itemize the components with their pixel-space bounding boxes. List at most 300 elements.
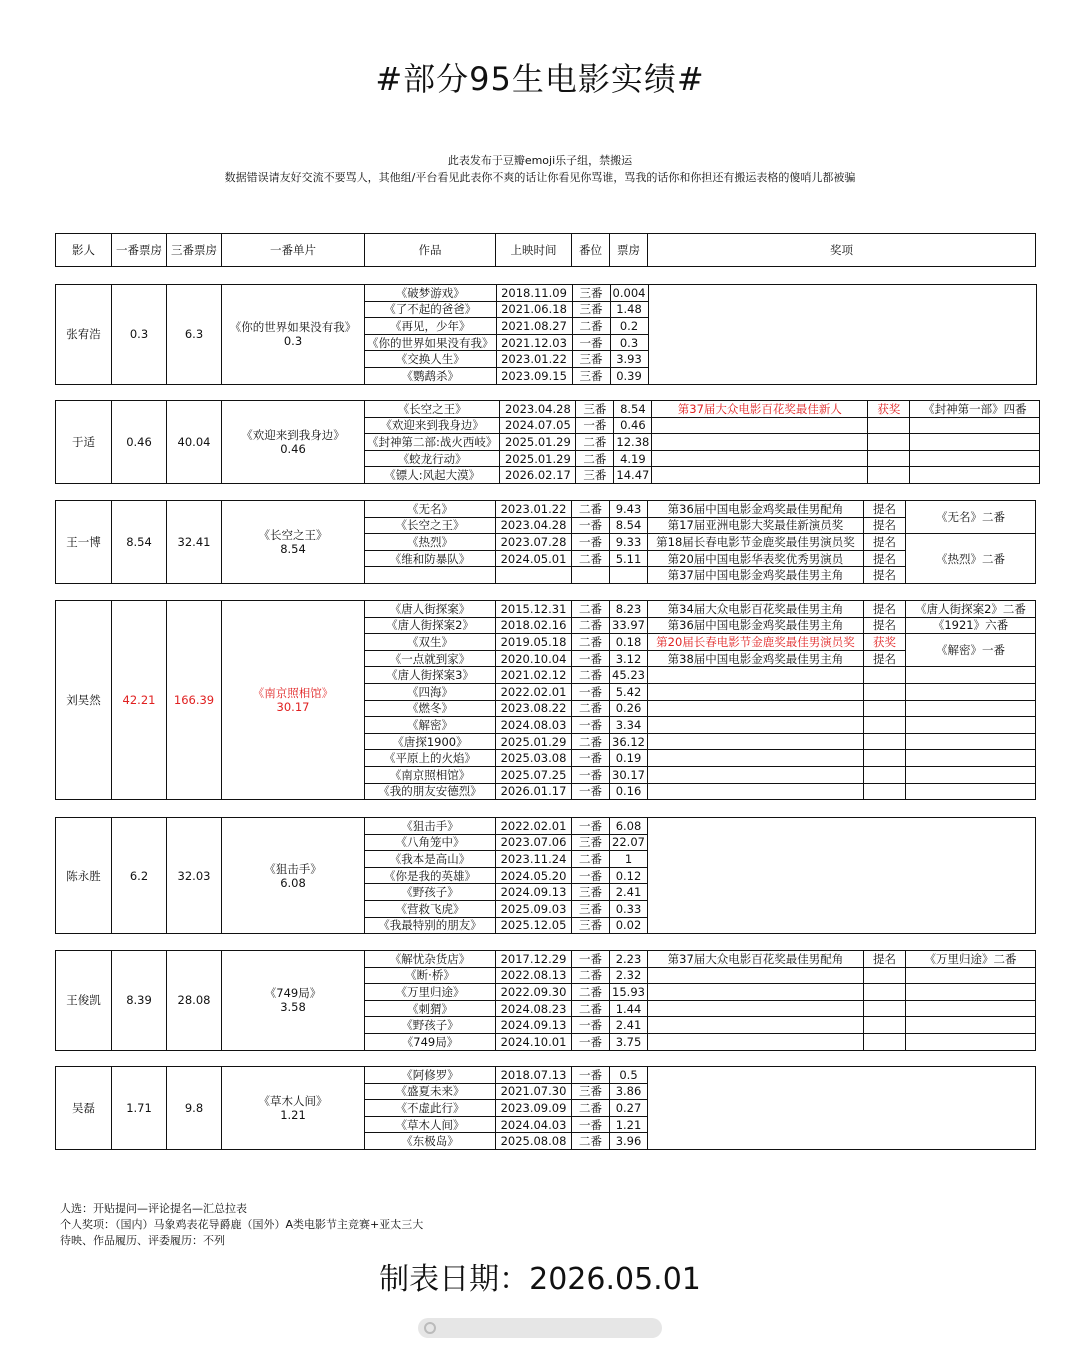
actor-table xyxy=(55,1066,1036,1150)
award-name: 第18届长春电影节金鹿奖最佳男演员奖 xyxy=(648,534,864,551)
third-box-office: 9.8 xyxy=(167,1067,222,1150)
box-office: 33.97 xyxy=(610,617,648,634)
column-header: 一番票房 xyxy=(112,234,167,267)
box-office: 0.27 xyxy=(610,1100,648,1117)
film-title: 《唐人街探案3》 xyxy=(365,667,496,684)
billing: 一番 xyxy=(572,750,610,767)
top-film xyxy=(222,401,365,484)
release-date: 2025.03.08 xyxy=(496,750,572,767)
actor-name: 刘昊然 xyxy=(56,601,112,800)
top-film-box: 3.58 xyxy=(280,1000,306,1015)
film-title: 《热烈》 xyxy=(365,534,496,551)
award-status: 提名 xyxy=(864,550,906,567)
release-date: 2025.01.29 xyxy=(496,733,572,750)
award-status: 提名 xyxy=(864,517,906,534)
release-date: 2024.08.23 xyxy=(496,1000,572,1017)
award-name xyxy=(648,700,864,717)
award-work xyxy=(906,750,1036,767)
film-title: 《解密》 xyxy=(365,717,496,734)
award-name xyxy=(648,717,864,734)
billing: 二番 xyxy=(572,700,610,717)
billing: 二番 xyxy=(572,1000,610,1017)
award-status: 提名 xyxy=(864,617,906,634)
table-row xyxy=(56,501,1036,518)
award-status xyxy=(864,1033,906,1050)
billing: 一番 xyxy=(572,1067,610,1084)
billing: 二番 xyxy=(572,984,610,1001)
film-title: 《我的朋友安德烈》 xyxy=(365,783,496,800)
notice-line: 此表发布于豆瓣emoji乐子组，禁搬运 xyxy=(447,154,633,167)
film-title: 《断·桥》 xyxy=(365,967,496,984)
film-title: 《唐探1900》 xyxy=(365,733,496,750)
actor-name: 王俊凯 xyxy=(56,951,112,1051)
film-title: 《燃冬》 xyxy=(365,700,496,717)
award-status xyxy=(864,683,906,700)
box-office: 0.39 xyxy=(610,367,648,384)
award-name xyxy=(648,1000,864,1017)
billing: 二番 xyxy=(572,601,610,618)
box-office: 0.3 xyxy=(610,334,648,351)
box-office: 22.07 xyxy=(610,834,648,851)
top-film-box: 0.3 xyxy=(283,334,303,349)
top-film-box: 30.17 xyxy=(276,700,310,715)
release-date: 2025.07.25 xyxy=(496,766,572,783)
top-film-title: 《长空之王》 xyxy=(258,527,328,542)
billing: 二番 xyxy=(576,434,614,451)
film-title: 《交换人生》 xyxy=(365,351,497,368)
table-row xyxy=(56,401,1040,418)
award-name xyxy=(648,683,864,700)
actor-table xyxy=(55,950,1036,1051)
release-date: 2025.09.03 xyxy=(496,900,572,917)
billing: 一番 xyxy=(572,783,610,800)
award-status xyxy=(864,700,906,717)
release-date: 2024.07.05 xyxy=(500,417,576,434)
billing: 一番 xyxy=(572,517,610,534)
film-title: 《唐人街探案2》 xyxy=(365,617,496,634)
box-office xyxy=(610,567,648,584)
release-date: 2018.07.13 xyxy=(496,1067,572,1084)
film-title: 《平原上的火焰》 xyxy=(365,750,496,767)
award-work: 《1921》六番 xyxy=(906,617,1036,634)
box-office: 45.23 xyxy=(610,667,648,684)
box-office: 3.96 xyxy=(610,1133,648,1150)
table-row xyxy=(56,285,1037,302)
release-date: 2017.12.29 xyxy=(496,951,572,968)
top-film-title: 《南京照相馆》 xyxy=(252,686,334,701)
box-office: 2.32 xyxy=(610,967,648,984)
billing: 二番 xyxy=(576,450,614,467)
release-date: 2022.02.01 xyxy=(496,683,572,700)
film-title: 《长空之王》 xyxy=(365,401,500,418)
billing: 三番 xyxy=(572,884,610,901)
box-office: 12.38 xyxy=(614,434,652,451)
release-date: 2021.08.27 xyxy=(496,318,572,335)
film-title: 《双生》 xyxy=(365,634,496,651)
box-office: 8.54 xyxy=(614,401,652,418)
billing: 一番 xyxy=(572,1116,610,1133)
billing: 一番 xyxy=(576,417,614,434)
top-film xyxy=(222,601,365,800)
award-status xyxy=(864,733,906,750)
box-office: 8.54 xyxy=(610,517,648,534)
award-name: 第36届中国电影金鸡奖最佳男主角 xyxy=(648,617,864,634)
release-date: 2022.08.13 xyxy=(496,967,572,984)
column-header: 票房 xyxy=(610,234,648,267)
footer-notes xyxy=(60,1201,423,1249)
box-office: 36.12 xyxy=(610,733,648,750)
lead-box-office: 8.54 xyxy=(112,501,167,584)
lead-box-office: 1.71 xyxy=(112,1067,167,1150)
billing: 一番 xyxy=(572,683,610,700)
award-work xyxy=(906,733,1036,750)
billing: 三番 xyxy=(572,367,610,384)
release-date: 2015.12.31 xyxy=(496,601,572,618)
release-date: 2021.12.03 xyxy=(496,334,572,351)
award-work xyxy=(910,467,1040,484)
box-office: 0.16 xyxy=(610,783,648,800)
award-status xyxy=(868,467,910,484)
billing: 一番 xyxy=(572,717,610,734)
award-name: 第36届中国电影金鸡奖最佳男配角 xyxy=(648,501,864,518)
actor-name: 王一博 xyxy=(56,501,112,584)
release-date: 2024.05.20 xyxy=(496,867,572,884)
actor-table xyxy=(55,817,1036,934)
award-status: 获奖 xyxy=(864,634,906,651)
award-empty xyxy=(648,1067,1036,1150)
release-date: 2023.11.24 xyxy=(496,851,572,868)
top-film-box: 8.54 xyxy=(280,541,306,556)
award-status xyxy=(868,417,910,434)
film-title: 《唐人街探案》 xyxy=(365,601,496,618)
billing: 三番 xyxy=(572,834,610,851)
award-work xyxy=(906,717,1036,734)
billing xyxy=(572,567,610,584)
lead-box-office: 8.39 xyxy=(112,951,167,1051)
release-date: 2022.02.01 xyxy=(496,818,572,835)
award-work: 《热烈》二番 xyxy=(906,534,1036,584)
box-office: 3.93 xyxy=(610,351,648,368)
actor-table xyxy=(55,500,1036,584)
award-work xyxy=(910,450,1040,467)
box-office: 3.75 xyxy=(610,1033,648,1050)
billing: 三番 xyxy=(572,917,610,934)
actor-table xyxy=(55,600,1036,800)
award-empty xyxy=(648,285,1036,385)
box-office: 5.42 xyxy=(610,683,648,700)
billing: 一番 xyxy=(572,534,610,551)
billing: 二番 xyxy=(572,733,610,750)
box-office: 0.33 xyxy=(610,900,648,917)
third-box-office: 166.39 xyxy=(167,601,222,800)
film-title: 《749局》 xyxy=(365,1033,496,1050)
release-date: 2025.01.29 xyxy=(500,434,576,451)
box-office: 0.5 xyxy=(610,1067,648,1084)
award-status: 获奖 xyxy=(868,401,910,418)
film-title xyxy=(365,567,496,584)
award-name: 第37届大众电影百花奖最佳男配角 xyxy=(648,951,864,968)
film-title: 《长空之王》 xyxy=(365,517,496,534)
release-date: 2024.09.13 xyxy=(496,1017,572,1034)
billing: 二番 xyxy=(572,1133,610,1150)
top-film xyxy=(222,285,365,385)
award-status xyxy=(864,766,906,783)
box-office: 3.86 xyxy=(610,1083,648,1100)
award-name: 第34届大众电影百花奖最佳男主角 xyxy=(648,601,864,618)
film-title: 《八角笼中》 xyxy=(365,834,496,851)
release-date: 2024.05.01 xyxy=(496,550,572,567)
film-title: 《阿修罗》 xyxy=(365,1067,496,1084)
notice-line: 数据错误请友好交流不要骂人，其他组/平台看见此表你不爽的话让你看见你骂谁，骂我的话你和你担还有搬运表格的傻哨儿都被骗 xyxy=(224,171,856,184)
award-work xyxy=(910,434,1040,451)
release-date: 2023.01.22 xyxy=(496,501,572,518)
release-date: 2023.04.28 xyxy=(500,401,576,418)
column-header: 三番票房 xyxy=(167,234,222,267)
box-office: 0.26 xyxy=(610,700,648,717)
award-name xyxy=(648,733,864,750)
award-work xyxy=(906,667,1036,684)
film-title: 《维和防暴队》 xyxy=(365,550,496,567)
box-office: 3.34 xyxy=(610,717,648,734)
billing: 二番 xyxy=(572,667,610,684)
watermark xyxy=(418,1318,662,1338)
award-status xyxy=(864,967,906,984)
billing: 一番 xyxy=(572,650,610,667)
table-row xyxy=(56,951,1036,968)
award-work: 《解密》一番 xyxy=(906,634,1036,667)
award-status: 提名 xyxy=(864,534,906,551)
billing: 一番 xyxy=(572,766,610,783)
table-row xyxy=(56,601,1036,618)
film-title: 《封神第二部:战火西岐》 xyxy=(365,434,500,451)
top-film-title: 《欢迎来到我身边》 xyxy=(241,427,345,442)
release-date: 2024.04.03 xyxy=(496,1116,572,1133)
award-name xyxy=(648,984,864,1001)
box-office: 0.19 xyxy=(610,750,648,767)
box-office: 14.47 xyxy=(614,467,652,484)
release-date: 2023.07.28 xyxy=(496,534,572,551)
third-box-office: 40.04 xyxy=(167,401,222,484)
top-film-title: 《狙击手》 xyxy=(264,861,322,876)
film-title: 《四海》 xyxy=(365,683,496,700)
release-date: 2023.08.22 xyxy=(496,700,572,717)
table-row xyxy=(56,818,1036,835)
footer-line: 人选：开贴提问—评论提名—汇总拉表 xyxy=(60,1202,247,1215)
film-title: 《我最特别的朋友》 xyxy=(365,917,496,934)
box-office: 15.93 xyxy=(610,984,648,1001)
film-title: 《野孩子》 xyxy=(365,1017,496,1034)
top-film-box: 6.08 xyxy=(280,875,306,890)
award-status xyxy=(864,667,906,684)
release-date: 2021.06.18 xyxy=(496,301,572,318)
award-name xyxy=(648,967,864,984)
billing: 三番 xyxy=(572,900,610,917)
release-date: 2018.11.09 xyxy=(496,285,572,302)
award-work xyxy=(906,783,1036,800)
billing: 一番 xyxy=(572,818,610,835)
column-header: 奖项 xyxy=(648,234,1036,267)
film-title: 《刺猬》 xyxy=(365,1000,496,1017)
award-work xyxy=(906,984,1036,1001)
award-name xyxy=(648,766,864,783)
box-office: 9.33 xyxy=(610,534,648,551)
award-work xyxy=(906,1033,1036,1050)
top-film-title: 《749局》 xyxy=(264,986,322,1001)
release-date: 2025.08.08 xyxy=(496,1133,572,1150)
film-title: 《破梦游戏》 xyxy=(365,285,497,302)
film-title: 《狙击手》 xyxy=(365,818,496,835)
actor-name: 张宥浩 xyxy=(56,285,112,385)
award-work xyxy=(906,967,1036,984)
box-office: 8.23 xyxy=(610,601,648,618)
film-title: 《你是我的英雄》 xyxy=(365,867,496,884)
film-title: 《欢迎来到我身边》 xyxy=(365,417,500,434)
box-office: 0.18 xyxy=(610,634,648,651)
award-name: 第37届中国电影金鸡奖最佳男主角 xyxy=(648,567,864,584)
column-header: 作品 xyxy=(365,234,496,267)
award-name xyxy=(652,434,868,451)
box-office: 0.46 xyxy=(614,417,652,434)
award-work xyxy=(906,766,1036,783)
box-office: 0.2 xyxy=(610,318,648,335)
release-date: 2023.07.06 xyxy=(496,834,572,851)
release-date: 2019.05.18 xyxy=(496,634,572,651)
award-name xyxy=(648,750,864,767)
release-date: 2026.01.17 xyxy=(496,783,572,800)
award-status: 提名 xyxy=(864,501,906,518)
award-status xyxy=(864,750,906,767)
award-work xyxy=(906,1000,1036,1017)
billing: 二番 xyxy=(572,550,610,567)
actor-table xyxy=(55,400,1040,484)
film-title: 《营救飞虎》 xyxy=(365,900,496,917)
film-title: 《盛夏未来》 xyxy=(365,1083,496,1100)
header-row xyxy=(56,234,1036,267)
actor-name: 陈永胜 xyxy=(56,818,112,934)
billing: 二番 xyxy=(572,318,610,335)
table-row xyxy=(56,1067,1036,1084)
top-film-box: 0.46 xyxy=(280,441,306,456)
film-title: 《了不起的爸爸》 xyxy=(365,301,497,318)
third-box-office: 28.08 xyxy=(167,951,222,1051)
award-name: 第38届中国电影金鸡奖最佳男主角 xyxy=(648,650,864,667)
box-office: 3.12 xyxy=(610,650,648,667)
film-title: 《一点就到家》 xyxy=(365,650,496,667)
box-office: 1.48 xyxy=(610,301,648,318)
billing: 一番 xyxy=(572,334,610,351)
film-title: 《无名》 xyxy=(365,501,496,518)
release-date: 2024.10.01 xyxy=(496,1033,572,1050)
release-date: 2024.09.13 xyxy=(496,884,572,901)
box-office: 1 xyxy=(610,851,648,868)
release-date: 2023.01.22 xyxy=(496,351,572,368)
film-title: 《你的世界如果没有我》 xyxy=(365,334,497,351)
film-title: 《镖人:风起大漠》 xyxy=(365,467,500,484)
award-work: 《唐人街探案2》二番 xyxy=(906,601,1036,618)
award-work: 《封神第一部》四番 xyxy=(910,401,1040,418)
box-office: 4.19 xyxy=(614,450,652,467)
billing: 二番 xyxy=(572,1100,610,1117)
header-table xyxy=(55,233,1036,267)
footer-line: 待映、作品履历、评委履历：不列 xyxy=(60,1234,225,1247)
billing: 二番 xyxy=(572,501,610,518)
footer-line: 个人奖项：（国内）马象鸡表花导爵鹿（国外）A类电影节主竞赛+亚太三大 xyxy=(60,1218,424,1231)
billing: 一番 xyxy=(572,1017,610,1034)
film-title: 《解忧杂货店》 xyxy=(365,951,496,968)
top-film-box: 1.21 xyxy=(280,1107,306,1122)
billing: 三番 xyxy=(576,401,614,418)
box-office: 2.23 xyxy=(610,951,648,968)
award-name xyxy=(648,1033,864,1050)
award-status: 提名 xyxy=(864,951,906,968)
award-status xyxy=(864,717,906,734)
page-title: #部分95生电影实绩# xyxy=(375,60,705,98)
box-office: 1.21 xyxy=(610,1116,648,1133)
film-title: 《再见，少年》 xyxy=(365,318,497,335)
billing: 一番 xyxy=(572,951,610,968)
billing: 三番 xyxy=(572,301,610,318)
box-office: 6.08 xyxy=(610,818,648,835)
award-name xyxy=(648,1017,864,1034)
release-date: 2020.10.04 xyxy=(496,650,572,667)
award-empty xyxy=(648,818,1036,934)
award-status xyxy=(864,783,906,800)
column-header: 一番单片 xyxy=(222,234,365,267)
award-work xyxy=(906,700,1036,717)
award-status xyxy=(864,1000,906,1017)
lead-box-office: 0.46 xyxy=(112,401,167,484)
award-status xyxy=(864,1017,906,1034)
film-title: 《东极岛》 xyxy=(365,1133,496,1150)
award-status xyxy=(864,984,906,1001)
billing: 二番 xyxy=(572,617,610,634)
award-name xyxy=(652,467,868,484)
box-office: 9.43 xyxy=(610,501,648,518)
release-date: 2025.01.29 xyxy=(500,450,576,467)
third-box-office: 32.41 xyxy=(167,501,222,584)
box-office: 1.44 xyxy=(610,1000,648,1017)
lead-box-office: 0.3 xyxy=(112,285,167,385)
film-title: 《野孩子》 xyxy=(365,884,496,901)
release-date: 2023.04.28 xyxy=(496,517,572,534)
box-office: 0.02 xyxy=(610,917,648,934)
lead-box-office: 6.2 xyxy=(112,818,167,934)
release-date: 2024.08.03 xyxy=(496,717,572,734)
column-header: 上映时间 xyxy=(496,234,572,267)
actor-table xyxy=(55,284,1037,385)
film-title: 《草木人间》 xyxy=(365,1116,496,1133)
release-date: 2023.09.15 xyxy=(496,367,572,384)
award-name xyxy=(648,783,864,800)
award-name: 第20届长春电影节金鹿奖最佳男演员奖 xyxy=(648,634,864,651)
release-date: 2022.09.30 xyxy=(496,984,572,1001)
award-work: 《无名》二番 xyxy=(906,501,1036,534)
third-box-office: 6.3 xyxy=(167,285,222,385)
billing: 二番 xyxy=(572,967,610,984)
award-name xyxy=(648,667,864,684)
billing: 二番 xyxy=(572,851,610,868)
top-film xyxy=(222,951,365,1051)
billing: 三番 xyxy=(572,285,610,302)
award-work xyxy=(906,1017,1036,1034)
top-film-title: 《草木人间》 xyxy=(258,1093,328,1108)
award-name: 第17届亚洲电影大奖最佳新演员奖 xyxy=(648,517,864,534)
billing: 一番 xyxy=(572,1033,610,1050)
billing: 三番 xyxy=(572,1083,610,1100)
award-status xyxy=(868,450,910,467)
billing: 二番 xyxy=(572,634,610,651)
award-work xyxy=(910,417,1040,434)
